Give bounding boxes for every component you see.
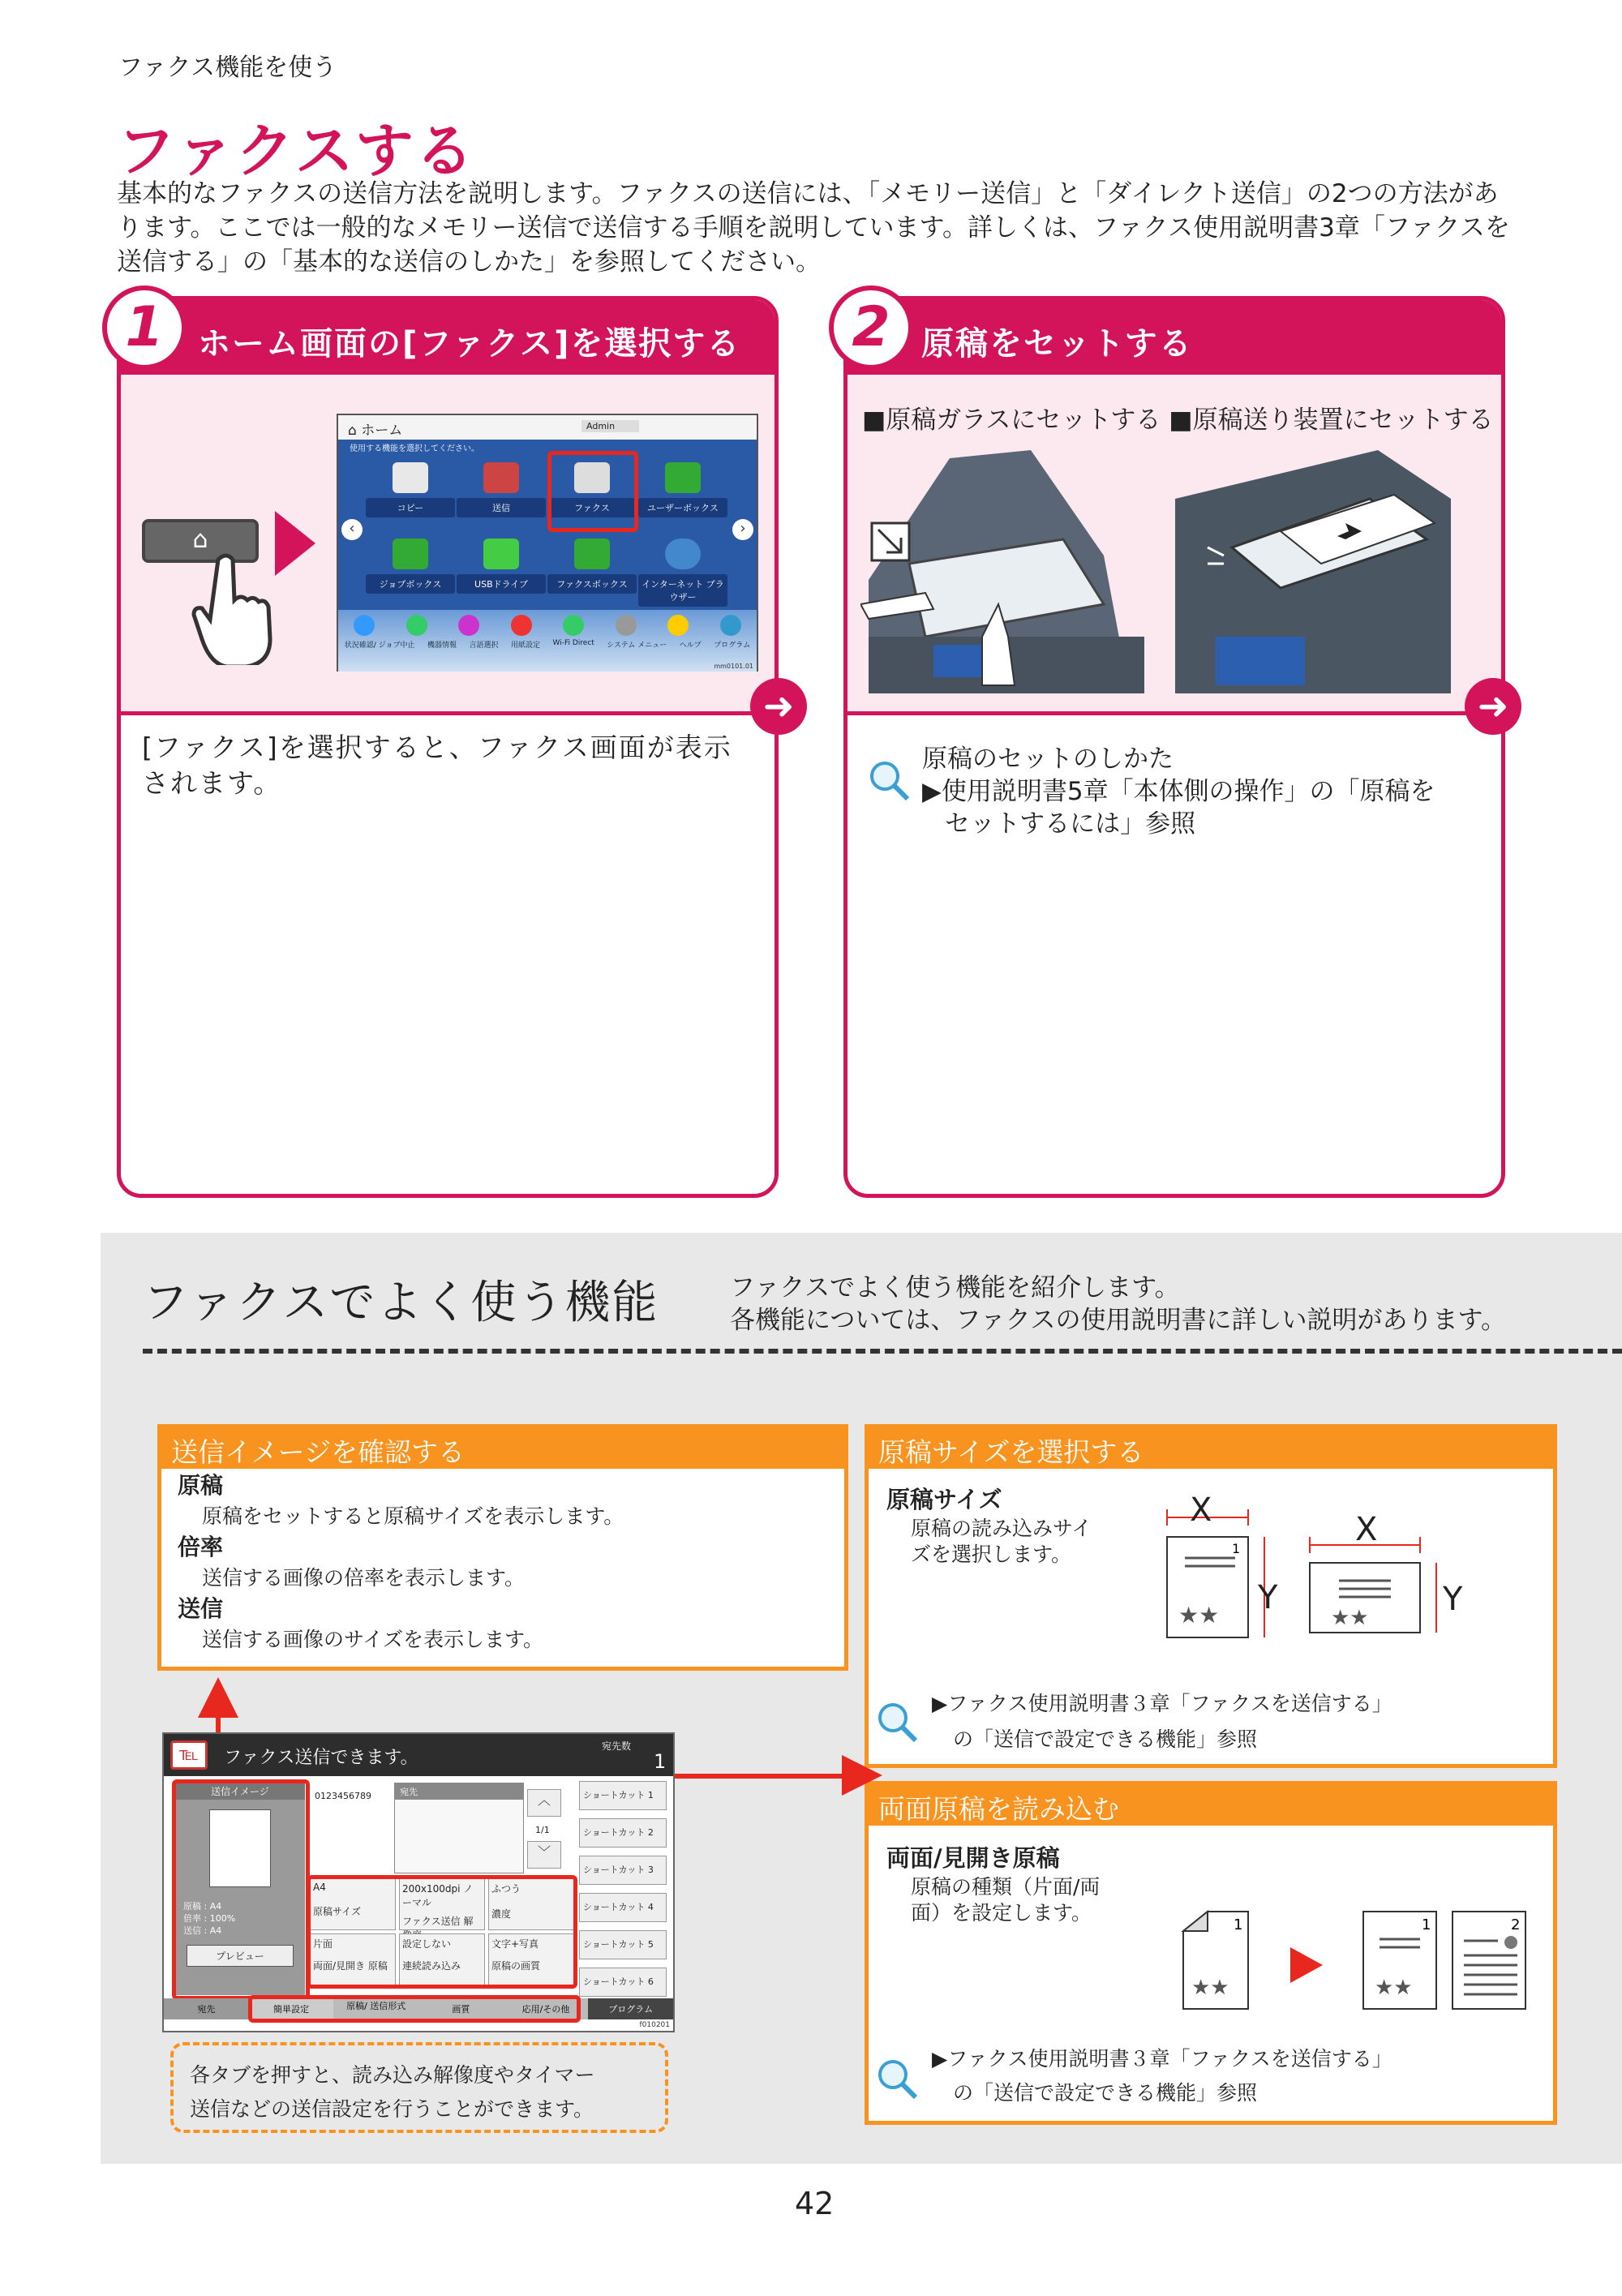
svg-text:★★: ★★ bbox=[1375, 1976, 1413, 2000]
device-info-icon[interactable] bbox=[406, 615, 427, 636]
tile-copy[interactable]: コピー bbox=[366, 462, 455, 517]
step-1-card bbox=[117, 296, 779, 1198]
tile-fax-box[interactable]: ファクスボックス bbox=[547, 539, 637, 594]
duplex-box-header: 両面原稿を読み込む bbox=[869, 1785, 1553, 1826]
preview-highlight bbox=[172, 1779, 310, 2000]
tile-usb-drive[interactable]: USBドライブ bbox=[457, 539, 546, 594]
language-icon[interactable] bbox=[458, 615, 479, 636]
home-icon: ⌂ bbox=[348, 423, 357, 439]
home-screen-mock bbox=[337, 414, 758, 672]
size-x-label-2: X bbox=[1355, 1511, 1378, 1548]
scroll-up-icon[interactable]: ︿ bbox=[527, 1789, 561, 1817]
step-arrow-icon bbox=[275, 511, 315, 576]
lcd-status: ファクス送信できます。 bbox=[224, 1748, 418, 1768]
step-1-title: ホーム画面の[ファクス]を選択する bbox=[198, 325, 741, 363]
fax-lcd-mock: ℡ ファクス送信できます。 宛先数 1 送信イメージ 原稿 : A4 倍率 : 100% 送信 : A4 プレビュー 0123456789 宛先 ︿ 1/1 ﹀ ショートカット 1 ショートカット 2 ショートカット 3 ショートカット 4 ショートカット 5 ショートカット 6 A4 原稿サイズ 200x100dpi ノーマル ファクス送信 解 ふつう 濃度 片面 両面/見開き 原稿 設定しない 連続読み込み 文字+写真 原稿の画質 宛先 簡単設定 原稿/ 送信形式 画質 応用/その他 プログラム f010201 bbox=[162, 1732, 675, 2032]
magnifier-icon bbox=[875, 2057, 919, 2101]
original-size-box-header: 原稿サイズを選択する bbox=[869, 1428, 1553, 1469]
tab-advanced[interactable]: 応用/その他 bbox=[504, 1998, 589, 2019]
svg-text:1: 1 bbox=[1422, 1916, 1431, 1933]
globe-icon bbox=[665, 539, 701, 569]
help-icon[interactable] bbox=[667, 615, 689, 636]
right-arrow-head bbox=[842, 1755, 882, 1796]
screen-instruction: 使用する機能を選択してください。 bbox=[350, 444, 479, 453]
tile-job-box[interactable]: ジョブボックス bbox=[366, 539, 455, 594]
svg-text:★★: ★★ bbox=[1191, 1976, 1229, 2000]
usb-icon bbox=[483, 539, 519, 569]
copy-icon bbox=[393, 462, 428, 493]
preview-box: 送信イメージを確認する 原稿 原稿をセットすると原稿サイズを表示します。 倍率 送信する画像の倍率を表示します。 送信 送信する画像のサイズを表示します。 bbox=[157, 1424, 848, 1671]
next-arrow-icon: ➜ bbox=[1465, 678, 1521, 735]
tab-callout: 各タブを押すと、読み込み解像度やタイマー 送信などの送信設定を行うことができます。 bbox=[170, 2042, 668, 2133]
magnifier-icon bbox=[875, 1700, 919, 1744]
size-x-label-1: X bbox=[1190, 1491, 1212, 1529]
admin-label: Admin bbox=[581, 420, 639, 432]
document-feeder-illustration bbox=[1159, 450, 1467, 693]
send-preview-panel: 送信イメージ 原稿 : A4 倍率 : 100% 送信 : A4 プレビュー bbox=[175, 1783, 305, 1995]
duplex-diagram bbox=[1177, 1907, 1550, 2020]
function-grid-highlight bbox=[307, 1875, 577, 1989]
density-button[interactable]: ふつう 濃度 bbox=[488, 1878, 574, 1930]
section-title: ファクスでよく使う機能 bbox=[143, 1277, 659, 1329]
tile-user-box[interactable]: ユーザーボックス bbox=[638, 462, 727, 517]
svg-text:2: 2 bbox=[1511, 1916, 1521, 1933]
scroll-left-icon[interactable]: ‹ bbox=[341, 519, 363, 540]
tab-image-quality[interactable]: 画質 bbox=[418, 1998, 504, 2019]
svg-text:★★: ★★ bbox=[1331, 1606, 1369, 1630]
ref-line-2: セットするには」参照 bbox=[945, 809, 1196, 839]
tabs-highlight bbox=[248, 1995, 581, 2023]
svg-text:1: 1 bbox=[1234, 1916, 1243, 1933]
fax-box-icon bbox=[574, 539, 610, 569]
program-icon[interactable] bbox=[720, 615, 741, 636]
number-entry: 0123456789 bbox=[315, 1791, 371, 1801]
size-y-label-1: Y bbox=[1258, 1579, 1278, 1616]
shortcut-1[interactable]: ショートカット 1 bbox=[579, 1781, 667, 1810]
tab-program[interactable]: プログラム bbox=[608, 2004, 654, 2015]
shortcut-6[interactable]: ショートカット 6 bbox=[579, 1968, 667, 1997]
user-box-icon bbox=[665, 462, 701, 493]
original-size-button[interactable]: A4 原稿サイズ bbox=[310, 1878, 396, 1930]
breadcrumb: ファクス機能を使う bbox=[118, 54, 337, 82]
tab-quick-setup[interactable]: 簡単設定 bbox=[249, 1998, 334, 2019]
step-2-number: 2 bbox=[829, 285, 913, 370]
step-1-body: [ファクス]を選択すると、ファクス画面が表示されます。 bbox=[142, 732, 732, 799]
preview-box-header: 送信イメージを確認する bbox=[161, 1428, 844, 1469]
scroll-down-icon[interactable]: ﹀ bbox=[527, 1841, 561, 1869]
ref-title: 原稿のセットのしかた bbox=[922, 745, 1174, 774]
ref-line-1: ▶使用説明書5章「本体側の操作」の「原稿を bbox=[922, 777, 1435, 806]
fax-tile-highlight bbox=[547, 451, 638, 532]
home-icon: ⌂ bbox=[192, 526, 208, 554]
continuous-scan-button[interactable]: 設定しない 連続読み込み bbox=[399, 1933, 485, 1985]
step-1-number: 1 bbox=[102, 285, 187, 370]
step-2-title: 原稿をセットする bbox=[921, 325, 1193, 363]
shortcut-5[interactable]: ショートカット 5 bbox=[579, 1930, 667, 1959]
paper-size-diagram bbox=[1161, 1485, 1517, 1647]
shortcut-2[interactable]: ショートカット 2 bbox=[579, 1818, 667, 1848]
svg-text:★★: ★★ bbox=[1178, 1602, 1220, 1629]
page-title: ファクスする bbox=[117, 117, 475, 185]
wifi-direct-icon[interactable] bbox=[563, 615, 584, 636]
page-number: 42 bbox=[795, 2186, 835, 2221]
paper-icon[interactable] bbox=[511, 615, 532, 636]
dashed-divider bbox=[143, 1349, 1622, 1354]
fax-resolution-button[interactable]: 200x100dpi ノーマル ファクス送信 解 bbox=[399, 1878, 485, 1930]
destination-list: 宛先 bbox=[394, 1783, 524, 1873]
status-icon[interactable] bbox=[354, 615, 375, 636]
next-arrow-icon: ➜ bbox=[750, 678, 807, 735]
tile-send[interactable]: 送信 bbox=[457, 462, 546, 517]
tab-original-format[interactable]: 原稿/ 送信形式 bbox=[333, 1998, 418, 2019]
job-box-icon bbox=[393, 539, 428, 569]
tile-fax[interactable]: ファクス bbox=[547, 462, 637, 517]
duplex-original-button[interactable]: 片面 両面/見開き 原稿 bbox=[310, 1933, 396, 1985]
home-label: ホーム bbox=[361, 423, 403, 439]
step-2-card bbox=[843, 296, 1505, 1198]
fax-icon: ℡ bbox=[170, 1740, 208, 1770]
image-quality-button[interactable]: 文字+写真 原稿の画質 bbox=[488, 1933, 574, 1985]
step-2-labels: ■原稿ガラスにセットする ■原稿送り装置にセットする bbox=[862, 406, 1494, 435]
hand-pointer-icon bbox=[186, 543, 283, 665]
shortcut-3[interactable]: ショートカット 3 bbox=[579, 1856, 667, 1885]
screen-code: mm0101.01 bbox=[714, 663, 753, 670]
magnifier-icon bbox=[867, 758, 911, 802]
send-icon bbox=[483, 462, 519, 493]
tab-destination[interactable]: 宛先 bbox=[164, 1998, 249, 2019]
tile-internet-browser[interactable]: インターネット ブラウザー bbox=[638, 539, 727, 607]
preview-button[interactable]: プレビュー bbox=[187, 1945, 294, 1967]
section-desc: ファクスでよく使う機能を紹介します。 各機能については、ファクスの使用説明書に詳しい説明があります。 bbox=[730, 1273, 1506, 1335]
svg-text:1: 1 bbox=[1232, 1541, 1241, 1556]
shortcut-4[interactable]: ショートカット 4 bbox=[579, 1893, 667, 1922]
up-arrow-head bbox=[198, 1677, 238, 1718]
system-menu-icon[interactable] bbox=[616, 615, 637, 636]
original-size-box: 原稿サイズを選択する 原稿サイズ 原稿の読み込みサイ ズを選択します。 1 ★★ ★★ X Y X Y ▶ファクス使用説明書３章「ファクスを送信する」 の「送信で設定できる機能」参照 bbox=[865, 1424, 1557, 1768]
scroll-right-icon[interactable]: › bbox=[732, 519, 753, 540]
size-y-label-2: Y bbox=[1443, 1581, 1463, 1618]
duplex-box: 両面原稿を読み込む 両面/見開き原稿 原稿の種類（片面/両 面）を設定します。 1 ★★ 1 ★★ 2 ▶ファクス使用説明書３章「ファクスを送信する」 の「送信で設定できる機能」参照 bbox=[865, 1781, 1557, 2125]
intro-text: 基本的なファクスの送信方法を説明します。ファクスの送信には、「メモリー送信」と「ダイレクト送信」の2つの方法があります。ここでは一般的なメモリー送信で送信する手順を説明しています。詳しくは、ファクス使用説明書3章「ファクスを送信する」の「基本的な送信のしかた」を参照してください。 bbox=[117, 179, 1510, 277]
platen-glass-illustration bbox=[860, 450, 1161, 693]
bottom-toolbar: 状況確認/ ジョブ中止 機器情報 言語選択 用紙設定 Wi-Fi Direct システム メニュー ヘルプ プログラム mm0101.01 bbox=[338, 610, 757, 672]
